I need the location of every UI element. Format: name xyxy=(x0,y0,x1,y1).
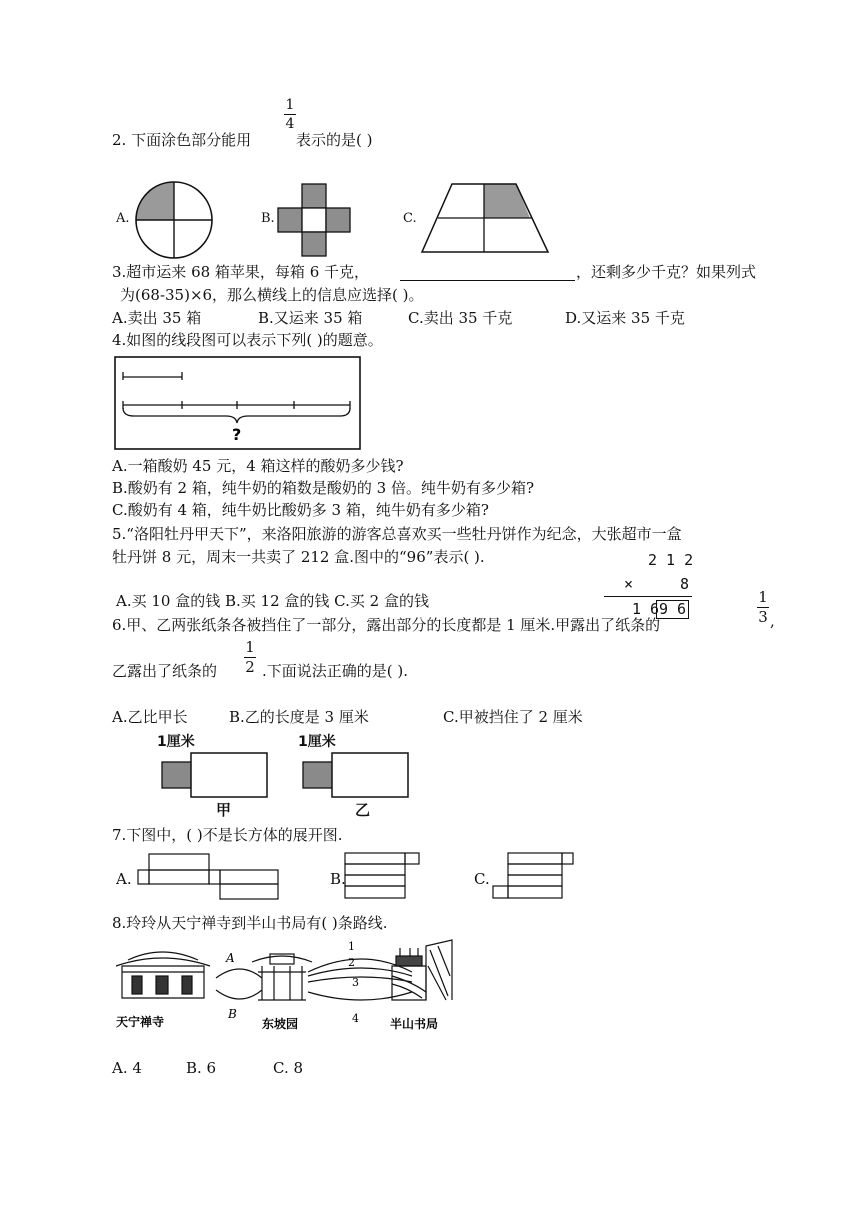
q3-line1-a: 3.超市运来 68 箱苹果，每箱 6 千克， xyxy=(112,263,370,281)
calc-result-boxed: 9 6 xyxy=(656,600,689,619)
q3-option-d: D.又运来 35 千克 xyxy=(565,309,685,327)
calc-result-left: 1 6 xyxy=(632,600,660,618)
q8-option-c: C. 8 xyxy=(273,1059,304,1077)
q6-line1: 6.甲、乙两张纸条各被挡住了一部分，露出部分的长度都是 1 厘米.甲露出了纸条的 xyxy=(112,616,661,634)
q6-comma: , xyxy=(770,612,775,630)
q5-line2: 牡丹饼 8 元，周末一共卖了 212 盒.图中的“96”表示( ). xyxy=(112,548,485,566)
q6-line2-a: 乙露出了纸条的 xyxy=(112,662,218,680)
q8-stem: 8.玲玲从天宁禅寺到半山书局有( )条路线. xyxy=(112,914,388,932)
q2-circle-figure xyxy=(134,180,214,260)
q4-option-b: B.酸奶有 2 箱，纯牛奶的箱数是酸奶的 3 倍。纯牛奶有多少箱? xyxy=(112,479,534,497)
fraction-numerator: 1 xyxy=(245,638,255,656)
fraction-bar xyxy=(284,114,296,115)
q8-option-b: B. 6 xyxy=(186,1059,217,1077)
q6-option-c: C.甲被挡住了 2 厘米 xyxy=(443,708,583,726)
q3-line1-b: ，还剩多少千克？如果列式 xyxy=(576,263,757,281)
fraction-numerator: 1 xyxy=(758,588,768,606)
q7-stem: 7.下图中，( )不是长方体的展开图. xyxy=(112,826,343,844)
route-4-label: 4 xyxy=(352,1012,359,1025)
q2-option-a-label: A. xyxy=(116,211,130,226)
q7-net-c xyxy=(492,852,576,902)
q6-option-b: B.乙的长度是 3 厘米 xyxy=(229,708,369,726)
q4-option-c: C.酸奶有 4 箱，纯牛奶比酸奶多 3 箱，纯牛奶有多少箱? xyxy=(112,501,489,519)
calc-line xyxy=(604,596,692,597)
calc-times-sign: × xyxy=(624,575,634,593)
q3-blank-line xyxy=(400,280,575,281)
route-1-label: 1 xyxy=(348,940,355,953)
q6-fraction-one-half xyxy=(244,640,256,675)
q2-trapezoid-figure xyxy=(420,182,550,254)
q3-option-b: B.又运来 35 箱 xyxy=(258,309,363,327)
temple-icon xyxy=(116,952,210,998)
q4-segment-diagram xyxy=(114,356,362,450)
q6-fraction-one-third xyxy=(757,590,769,625)
q6-strip-jia xyxy=(161,752,271,802)
fraction-denominator: 4 xyxy=(285,116,295,132)
q7-option-a-label: A. xyxy=(116,870,132,888)
q2-fraction xyxy=(284,98,296,131)
q3-option-a: A.卖出 35 箱 xyxy=(112,309,202,327)
q6-label-yi: 乙 xyxy=(355,801,371,819)
q6-label-1cm-yi: 1厘米 xyxy=(298,734,336,750)
calc-top-number: 2 1 2 xyxy=(648,551,694,569)
route-2-label: 2 xyxy=(348,956,355,969)
q5-options: A.买 10 盒的钱 B.买 12 盒的钱 C.买 2 盒的钱 xyxy=(116,592,429,610)
q2-stem-suffix: 表示的是( ) xyxy=(296,131,373,149)
q8-route-map xyxy=(112,936,462,1036)
q7-option-c-label: C. xyxy=(474,870,490,888)
q3-line2: 为(68-35)×6，那么横线上的信息应选择( )。 xyxy=(120,286,424,304)
q6-label-jia: 甲 xyxy=(216,801,232,819)
route-a-label: A xyxy=(226,951,235,965)
q2-option-b-label: B. xyxy=(261,211,275,226)
q3-option-c: C.卖出 35 千克 xyxy=(408,309,513,327)
q6-option-a: A.乙比甲长 xyxy=(112,708,188,726)
place-garden-label: 东坡园 xyxy=(262,1017,299,1031)
place-bookstore-label: 半山书局 xyxy=(390,1017,439,1031)
q2-stem-prefix: 2. 下面涂色部分能用 xyxy=(112,131,252,149)
q7-option-b-label: B. xyxy=(330,870,346,888)
q6-label-1cm-jia: 1厘米 xyxy=(157,734,195,750)
route-3-label: 3 xyxy=(352,976,359,989)
q8-option-a: A. 4 xyxy=(112,1059,142,1077)
q5-vertical-calc xyxy=(604,553,704,623)
fraction-denominator: 3 xyxy=(758,608,768,626)
q5-line1: 5.“洛阳牡丹甲天下”，来洛阳旅游的游客总喜欢买一些牡丹饼作为纪念，大张超市一盒 xyxy=(112,525,682,543)
q6-line2-b: .下面说法正确的是( ). xyxy=(262,662,409,680)
route-b-label: B xyxy=(228,1007,237,1021)
q4-question-mark: ? xyxy=(232,425,242,444)
q4-option-a: A.一箱酸奶 45 元，4 箱这样的酸奶多少钱? xyxy=(112,457,404,475)
calc-multiplier: 8 xyxy=(680,575,690,593)
q6-strip-yi xyxy=(302,752,412,802)
bookstore-icon xyxy=(392,940,452,1000)
q4-stem: 4.如图的线段图可以表示下列( )的题意。 xyxy=(112,331,383,349)
fraction-numerator: 1 xyxy=(285,97,295,113)
q7-net-a xyxy=(137,853,279,901)
q2-cross-figure xyxy=(278,184,350,256)
q2-option-c-label: C. xyxy=(403,211,417,226)
fraction-denominator: 2 xyxy=(245,658,255,676)
place-temple-label: 天宁禅寺 xyxy=(116,1015,165,1029)
q7-net-b xyxy=(344,852,422,902)
